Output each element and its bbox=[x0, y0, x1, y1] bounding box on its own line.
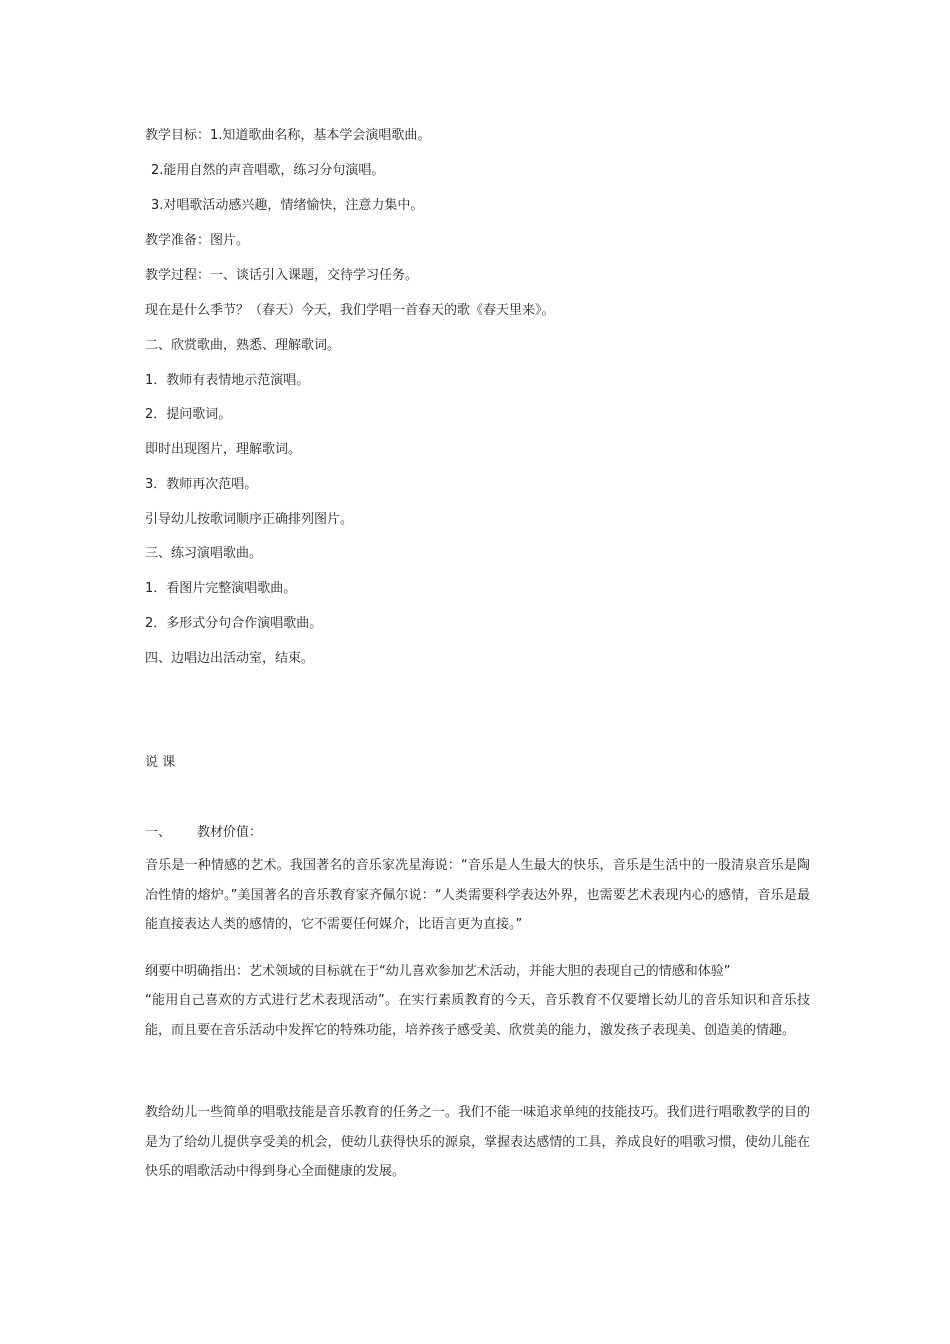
teaching-process: 教学过程：一、谈话引入课题，交待学习任务。 bbox=[145, 268, 419, 283]
section-1-heading bbox=[145, 824, 262, 842]
objective-2: 2.能用自然的声音唱歌，练习分句演唱。 bbox=[151, 163, 385, 178]
step-4: 四、边唱边出活动室，结束。 bbox=[145, 651, 315, 666]
paragraph-2-rest: “能用自己喜欢的方式进行艺术表现活动”。在实行素质教育的今天，音乐教育不仅要增长幼儿的音乐知识和音乐技能，而且要在音乐活动中发挥它的特殊功能，培养孩子感受美、欣赏美的能力，激发孩子表现美、创造美的情趣。 bbox=[145, 993, 810, 1038]
teaching-objectives bbox=[145, 127, 430, 145]
step-2-3: 3．教师再次范唱。 bbox=[145, 477, 258, 492]
paragraph-1: 音乐是一种情感的艺术。我国著名的音乐家冼星海说：“音乐是人生最大的快乐，音乐是生活中的一股清泉音乐是陶冶性情的熔炉。”美国著名的音乐教育家齐佩尔说：“人类需要科学表达外界，也需要艺术表现内心的感情，音乐是最能直接表达人类的感情的，它不需要任何媒介，比语言更为直接。” bbox=[145, 858, 810, 932]
step-3-1: 1．看图片完整演唱歌曲。 bbox=[145, 581, 297, 596]
step-2-3-note: 引导幼儿按歌词顺序正确排列图片。 bbox=[145, 512, 354, 527]
step-2-2: 2．提问歌词。 bbox=[145, 407, 232, 422]
objectives-label: 教学目标： bbox=[145, 128, 211, 143]
step-2-title: 二、欣赏歌曲，熟悉、理解歌词。 bbox=[145, 338, 341, 353]
section-1-title: 教材价值： bbox=[197, 825, 263, 840]
paragraph-2-line-1: 纲要中明确指出：艺术领域的目标就在于“幼儿喜欢参加艺术活动，并能大胆的表现自己的情感和体验” bbox=[145, 964, 731, 979]
paragraph-3: 教给幼儿一些简单的唱歌技能是音乐教育的任务之一。我们不能一味追求单纯的技能技巧。我们进行唱歌教学的目的是为了给幼儿提供享受美的机会，使幼儿获得快乐的源泉，掌握表达感情的工具，养成良好的唱歌习惯，使幼儿能在快乐的唱歌活动中得到身心全面健康的发展。 bbox=[145, 1105, 810, 1179]
season-question: 现在是什么季节？（春天）今天，我们学唱一首春天的歌《春天里来》。 bbox=[145, 303, 555, 318]
step-3-2: 2．多形式分句合作演唱歌曲。 bbox=[145, 616, 323, 631]
step-2-1: 1．教师有表情地示范演唱。 bbox=[145, 373, 310, 388]
step-2-2-note: 即时出现图片，理解歌词。 bbox=[145, 442, 302, 457]
objective-3: 3.对唱歌活动感兴趣，情绪愉快，注意力集中。 bbox=[151, 198, 424, 213]
section-1-number: 一、 bbox=[145, 825, 172, 840]
talk-title: 说 课 bbox=[145, 755, 176, 770]
teaching-preparation: 教学准备：图片。 bbox=[145, 233, 250, 248]
objective-1: 1.知道歌曲名称，基本学会演唱歌曲。 bbox=[210, 128, 431, 143]
step-3-title: 三、练习演唱歌曲。 bbox=[145, 546, 263, 561]
